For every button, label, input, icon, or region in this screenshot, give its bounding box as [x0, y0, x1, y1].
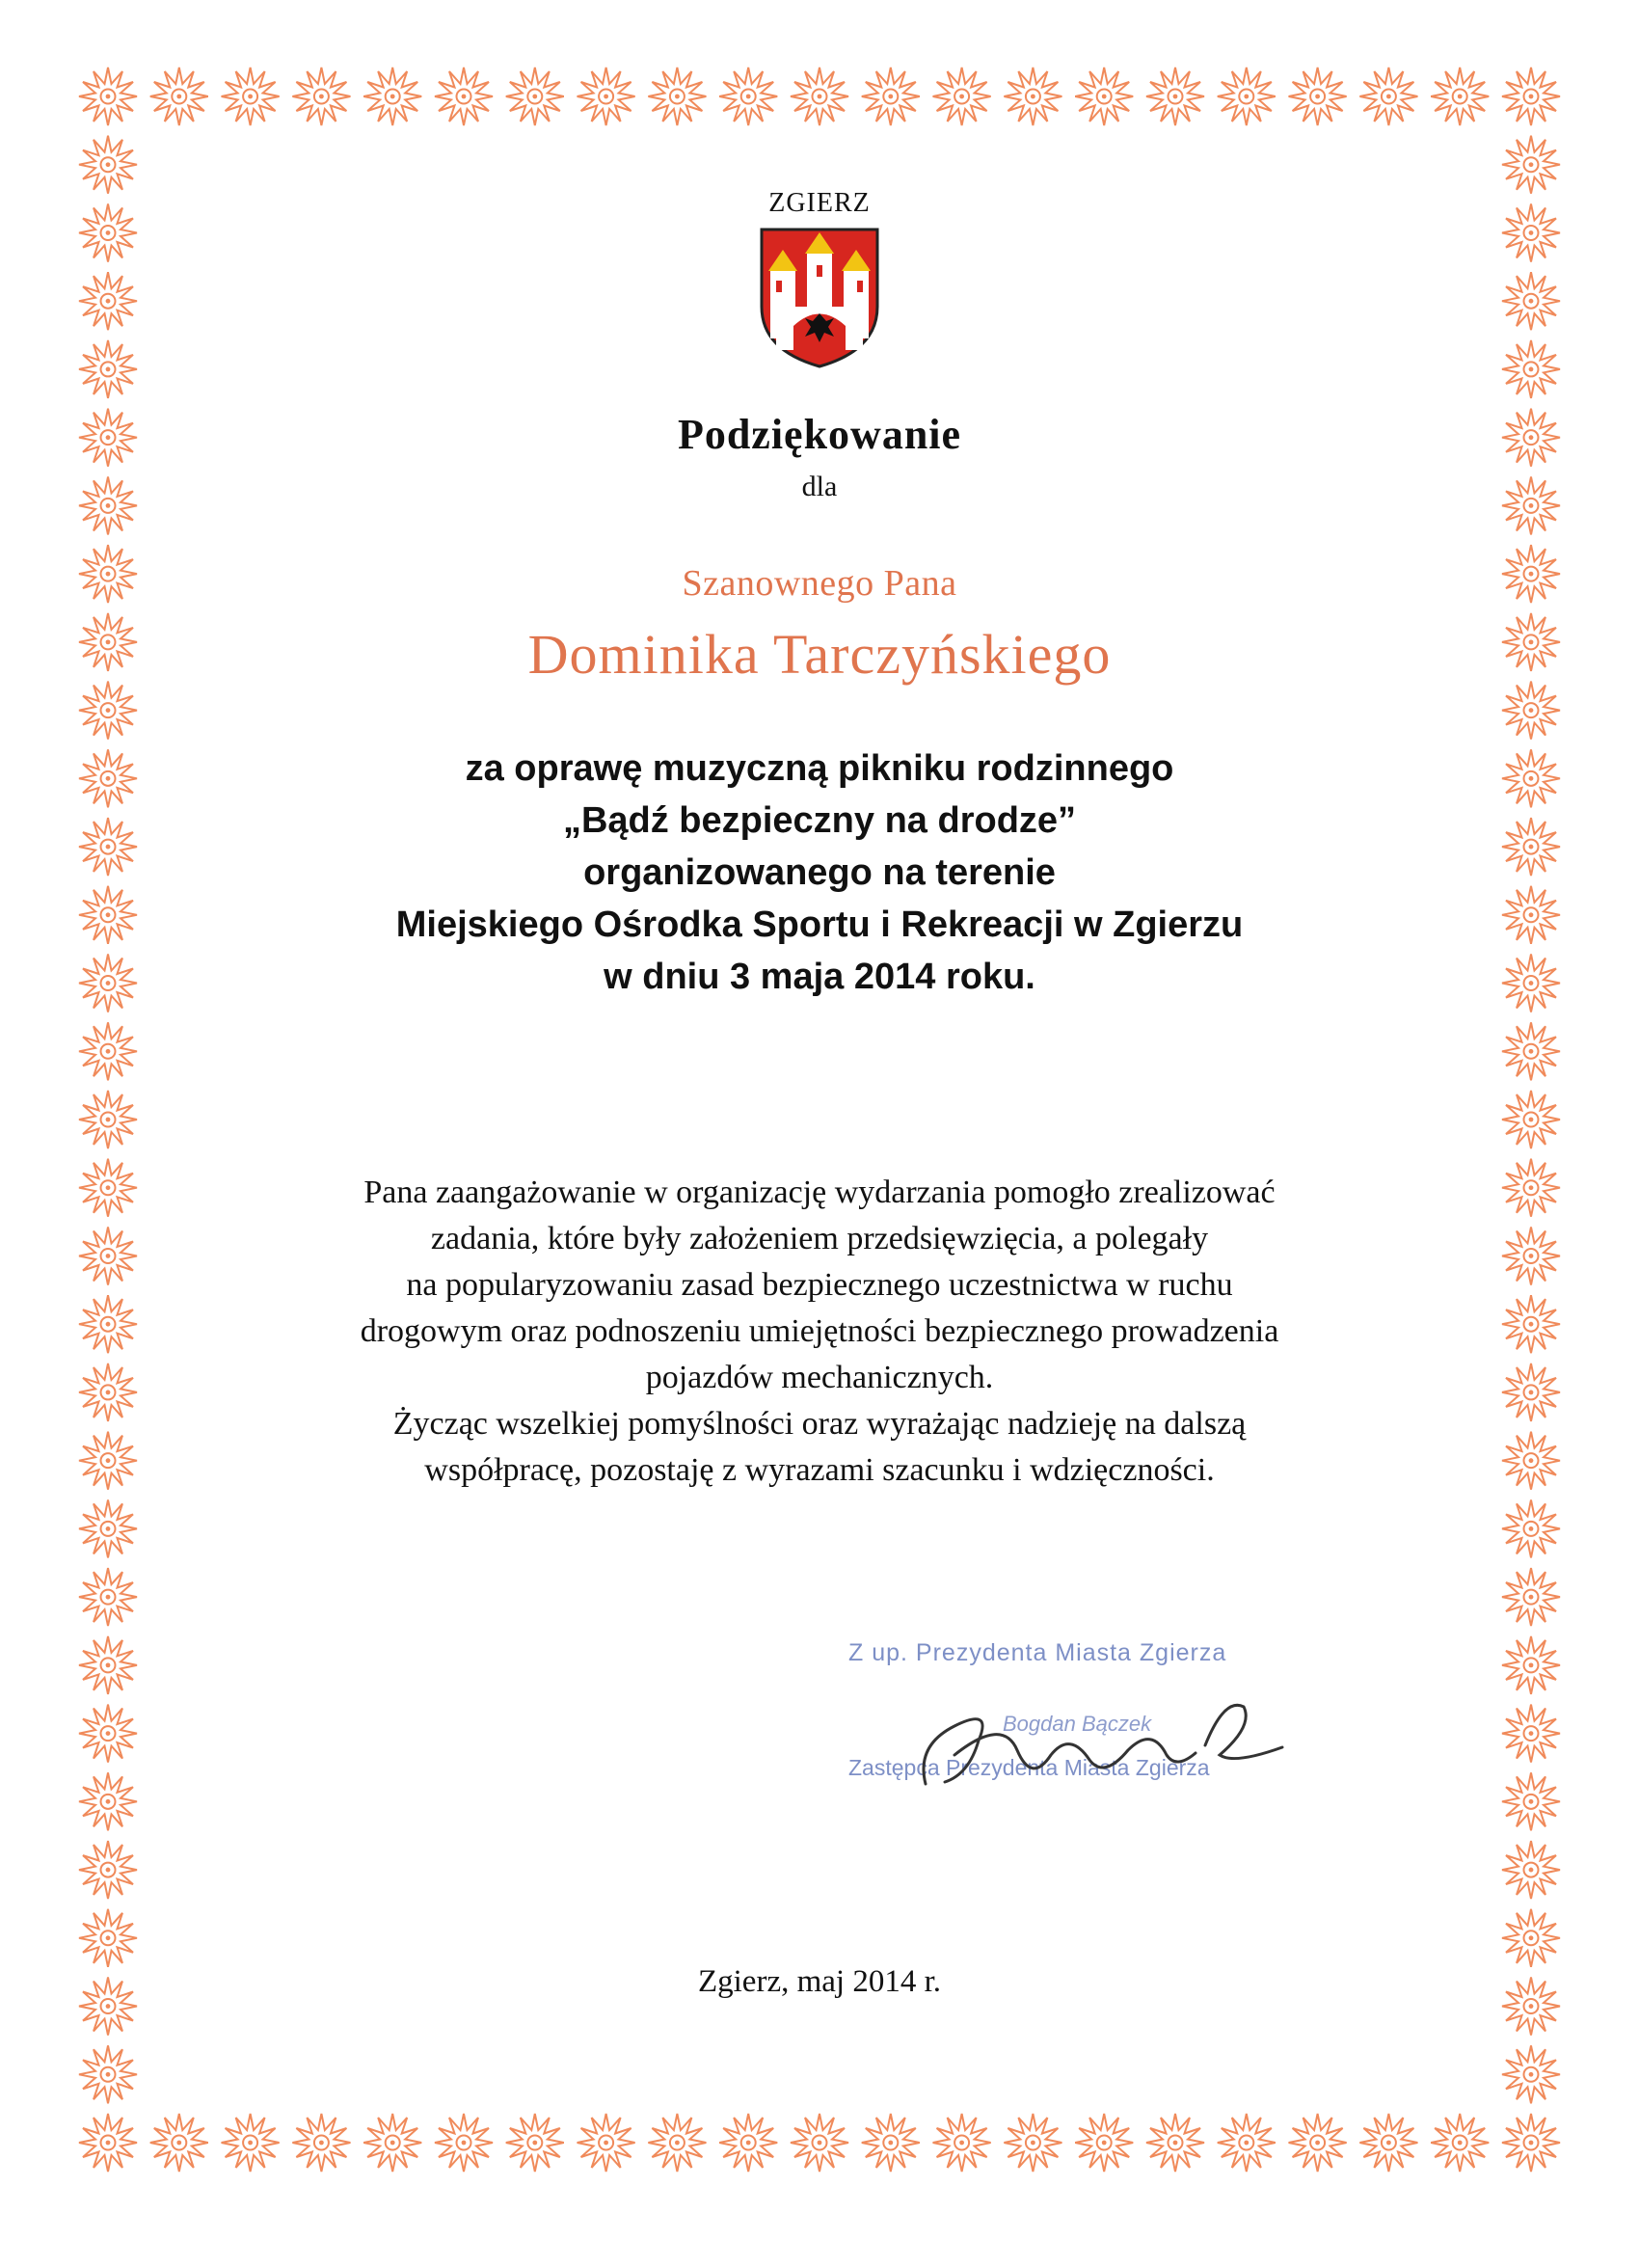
border-ornament — [1502, 1705, 1560, 1763]
border-ornament — [79, 1228, 137, 1285]
border-ornament — [1431, 2114, 1489, 2172]
border-ornament — [79, 1432, 137, 1490]
border-ornament — [1502, 2114, 1560, 2172]
border-ornament — [862, 2114, 920, 2172]
border-ornament — [578, 68, 635, 125]
border-ornament — [1502, 682, 1560, 740]
border-ornament — [79, 1364, 137, 1421]
border-ornament — [1502, 1432, 1560, 1490]
border-ornament — [79, 1499, 137, 1557]
border-ornament — [79, 1295, 137, 1353]
border-ornament — [1502, 1295, 1560, 1353]
border-ornament — [1502, 2045, 1560, 2103]
border-ornament — [862, 68, 920, 125]
border-ornament — [1075, 68, 1133, 125]
border-ornament — [79, 613, 137, 671]
salutation: Szanownego Pana — [682, 563, 957, 604]
border-ornament — [292, 2114, 350, 2172]
border-ornament — [79, 1159, 137, 1217]
border-ornament — [79, 1772, 137, 1830]
border-ornament — [1431, 68, 1489, 125]
body-paragraph — [193, 1170, 1446, 1494]
border-ornament — [1004, 2114, 1061, 2172]
stamp-line-1: Z up. Prezydenta Miasta Zgierza — [848, 1639, 1227, 1666]
border-ornament — [1502, 545, 1560, 603]
place-and-date: Zgierz, maj 2014 r. — [697, 1964, 941, 1999]
border-ornament — [222, 68, 280, 125]
reason-line: w dniu 3 maja 2014 roku. — [604, 957, 1035, 997]
border-ornament — [1359, 2114, 1417, 2172]
body-line: zadania, które były założeniem przedsięwzięcia, a polegały — [430, 1221, 1209, 1256]
body-line: współpracę, pozostaję z wyrazami szacunku i wdzięczności. — [424, 1452, 1215, 1488]
border-ornament — [79, 955, 137, 1012]
body-line: Życząc wszelkiej pomyślności oraz wyrażając nadzieję na dalszą — [392, 1406, 1247, 1442]
border-ornament — [79, 1909, 137, 1967]
border-ornament — [1075, 2114, 1133, 2172]
border-ornament — [79, 1705, 137, 1763]
border-ornament — [1502, 749, 1560, 807]
border-ornament — [79, 886, 137, 944]
border-ornament — [79, 1841, 137, 1899]
border-ornament — [648, 2114, 706, 2172]
border-ornament — [1218, 68, 1276, 125]
border-ornament — [719, 2114, 777, 2172]
border-ornament — [79, 2045, 137, 2103]
border-ornament — [1289, 2114, 1347, 2172]
border-ornament — [791, 2114, 848, 2172]
border-ornament — [1502, 1636, 1560, 1694]
crest-label: ZGIERZ — [768, 188, 871, 218]
border-ornament — [79, 1978, 137, 2036]
border-ornament — [1502, 204, 1560, 262]
border-ornament — [79, 1636, 137, 1694]
border-ornament — [1359, 68, 1417, 125]
border-ornament — [1502, 272, 1560, 330]
border-ornament — [79, 476, 137, 534]
border-ornament — [1502, 818, 1560, 876]
border-ornament — [1502, 1091, 1560, 1148]
body-line: na popularyzowaniu zasad bezpiecznego uczestnictwa w ruchu — [406, 1267, 1233, 1303]
handwritten-signature — [887, 1659, 1292, 1803]
border-ornament — [1502, 1364, 1560, 1421]
body-line: Pana zaangażowanie w organizację wydarzania pomogło zrealizować — [363, 1174, 1276, 1210]
border-ornament — [1004, 68, 1061, 125]
border-ornament — [1502, 1909, 1560, 1967]
border-ornament — [1218, 2114, 1276, 2172]
border-ornament — [1502, 1841, 1560, 1899]
stamp-name: Bogdan Bączek — [1003, 1712, 1152, 1736]
border-ornament — [79, 682, 137, 740]
border-ornament — [363, 2114, 421, 2172]
stamp-line-2: Zastępca Prezydenta Miasta Zgierza — [848, 1755, 1210, 1780]
border-ornament — [79, 136, 137, 194]
border-ornament — [79, 272, 137, 330]
reason-line: organizowanego na terenie — [583, 852, 1056, 893]
border-ornament — [1502, 613, 1560, 671]
border-ornament — [292, 68, 350, 125]
signature-block — [829, 1639, 1292, 1803]
border-ornament — [150, 2114, 208, 2172]
reason-block — [193, 742, 1446, 1003]
border-ornament — [1146, 2114, 1204, 2172]
city-crest — [723, 188, 916, 369]
document-title: Podziękowanie — [677, 411, 962, 458]
border-ornament — [506, 68, 564, 125]
border-ornament — [1502, 1568, 1560, 1626]
border-ornament — [435, 68, 493, 125]
border-ornament — [1502, 1022, 1560, 1080]
border-ornament — [79, 204, 137, 262]
border-ornament — [1502, 68, 1560, 125]
border-ornament — [1502, 340, 1560, 398]
border-ornament — [1502, 476, 1560, 534]
border-ornament — [79, 1568, 137, 1626]
border-ornament — [648, 68, 706, 125]
border-ornament — [222, 2114, 280, 2172]
border-ornament — [1502, 1499, 1560, 1557]
border-ornament — [933, 68, 991, 125]
border-ornament — [150, 68, 208, 125]
border-ornament — [1146, 68, 1204, 125]
border-ornament — [1502, 955, 1560, 1012]
body-line: drogowym oraz podnoszeniu umiejętności bezpiecznego prowadzenia — [360, 1313, 1279, 1349]
border-ornament — [933, 2114, 991, 2172]
body-line: pojazdów mechanicznych. — [645, 1360, 994, 1395]
border-ornament — [79, 818, 137, 876]
border-ornament — [719, 68, 777, 125]
border-ornament — [578, 2114, 635, 2172]
document-subtitle: dla — [801, 471, 838, 502]
border-ornament — [435, 2114, 493, 2172]
border-ornament — [1289, 68, 1347, 125]
border-ornament — [79, 749, 137, 807]
border-ornament — [79, 1022, 137, 1080]
border-ornament — [1502, 136, 1560, 194]
reason-line: za oprawę muzyczną pikniku rodzinnego — [465, 748, 1174, 789]
border-ornament — [79, 545, 137, 603]
border-ornament — [79, 409, 137, 467]
reason-line: Miejskiego Ośrodka Sportu i Rekreacji w Zgierzu — [395, 904, 1244, 945]
border-ornament — [79, 68, 137, 125]
border-ornament — [791, 68, 848, 125]
border-ornament — [363, 68, 421, 125]
border-ornament — [79, 1091, 137, 1148]
border-ornament — [1502, 886, 1560, 944]
border-ornament — [506, 2114, 564, 2172]
border-ornament — [1502, 1978, 1560, 2036]
recipient-name: Dominika Tarczyńskiego — [527, 623, 1112, 686]
border-ornament — [79, 340, 137, 398]
border-ornament — [1502, 1228, 1560, 1285]
reason-line: „Bądź bezpieczny na drodze” — [562, 800, 1077, 841]
border-ornament — [1502, 1772, 1560, 1830]
border-ornament — [1502, 409, 1560, 467]
border-ornament — [1502, 1159, 1560, 1217]
border-ornament — [79, 2114, 137, 2172]
coat-of-arms-icon — [757, 225, 882, 369]
